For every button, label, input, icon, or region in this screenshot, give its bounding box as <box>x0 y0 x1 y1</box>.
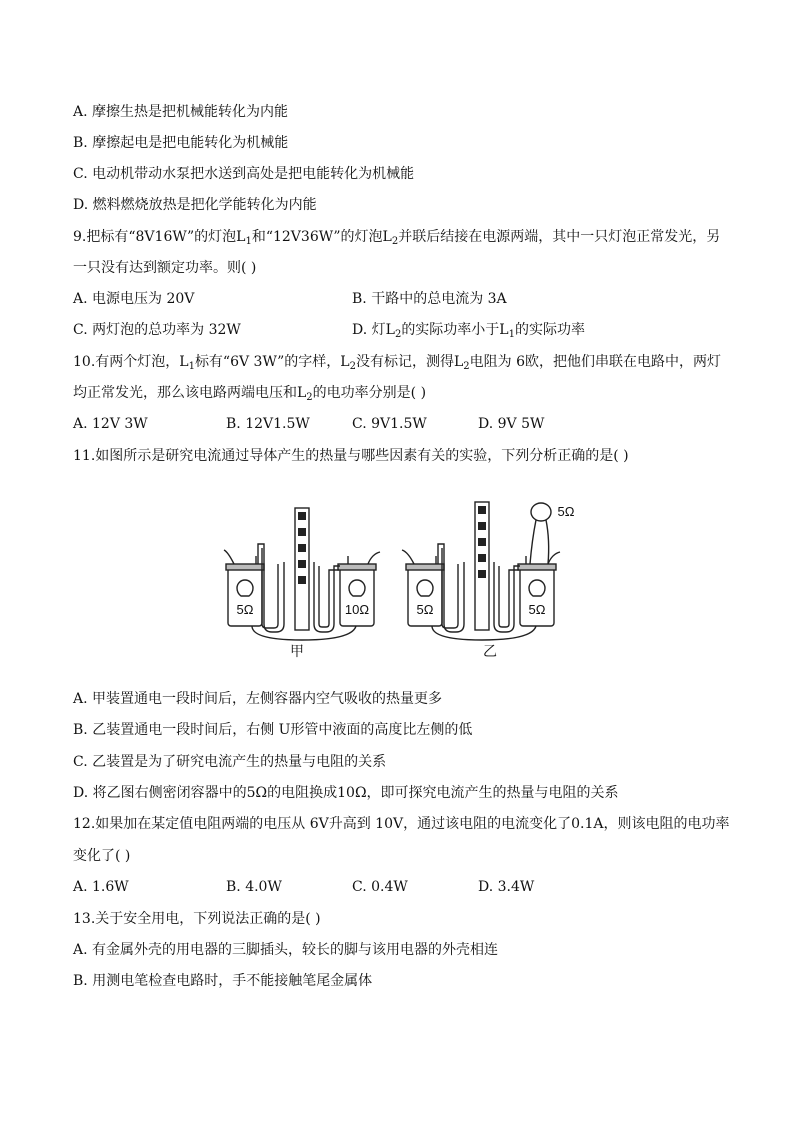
yi-left-container <box>408 568 442 626</box>
yi-outside-resistor-label: 5Ω <box>557 504 575 519</box>
yi-scale <box>475 502 489 630</box>
q12-option-c: C. 0.4W <box>352 879 408 895</box>
jia-label: 甲 <box>290 644 304 660</box>
q9-option-b: B. 干路中的总电流为 3A <box>352 291 507 307</box>
q9-option-d: D. 灯$L_2$的实际功率小于$L_1$的实际功率 <box>352 322 585 340</box>
yi-label: 乙 <box>483 644 497 660</box>
q11-option-a: A. 甲装置通电一段时间后，左侧容器内空气吸收的热量更多 <box>73 691 443 707</box>
q8-option-a: A. 摩擦生热是把机械能转化为内能 <box>73 104 289 120</box>
q9-stem-line2: 一只没有达到额定功率。则( ) <box>73 260 257 276</box>
q11-stem: 11.如图所示是研究电流通过导体产生的热量与哪些因素有关的实验，下列分析正确的是( ) <box>73 448 629 464</box>
jia-left-container <box>228 568 262 626</box>
q10-option-b: B. 12V1.5W <box>226 416 310 432</box>
q11-option-d: D. 将乙图右侧密闭容器中的5Ω的电阻换成10Ω，即可探究电流产生的热量与电阻的关系 <box>73 785 619 801</box>
yi-right-lid <box>518 564 556 570</box>
jia-scale <box>295 508 309 630</box>
q10-option-a: A. 12V 3W <box>73 416 148 432</box>
q12-option-a: A. 1.6W <box>73 879 129 895</box>
q10-option-c: C. 9V1.5W <box>352 416 427 432</box>
q11-option-c: C. 乙装置是为了研究电流产生的热量与电阻的关系 <box>73 754 387 770</box>
jia-left-lid <box>226 564 264 570</box>
yi-left-resistor-label: 5Ω <box>416 602 434 617</box>
q12-option-b: B. 4.0W <box>226 879 282 895</box>
q12-option-d: D. 3.4W <box>478 879 535 895</box>
jia-right-resistor-label: 10Ω <box>344 602 370 617</box>
q9-stem-line1: 9.把标有“8V16W”的灯泡$L_1$和“12V36W”的灯泡$L_2$并联后结接在电源两端，其中一只灯泡正常发光，另 <box>73 229 721 247</box>
jia-u-tube-right <box>314 562 340 632</box>
jia-right-container <box>340 568 374 626</box>
q10-option-d: D. 9V 5W <box>478 416 545 432</box>
q10-stem-line1: 10.有两个灯泡，$L_1$标有“6V 3W”的字样，$L_2$没有标记，测得$L_2$电阻为 6欧，把他们串联在电路中，两灯 <box>73 354 721 372</box>
jia-left-bulb <box>237 580 253 596</box>
q12-stem-line1: 12.如果加在某定值电阻两端的电压从 6V升高到 10V，通过该电阻的电流变化了0.1A，则该电阻的电功率 <box>73 816 730 832</box>
q10-stem-line2: 均正常发光，那么该电路两端电压和$L_2$的电功率分别是( ) <box>73 385 427 403</box>
yi-right-resistor-label: 5Ω <box>528 602 546 617</box>
q8-option-d: D. 燃料燃烧放热是把化学能转化为内能 <box>73 197 317 213</box>
q11-option-b: B. 乙装置通电一段时间后，右侧 U形管中液面的高度比左侧的低 <box>73 722 473 738</box>
q9-option-c: C. 两灯泡的总功率为 32W <box>73 322 241 338</box>
q8-option-c: C. 电动机带动水泵把水送到高处是把电能转化为机械能 <box>73 166 415 182</box>
yi-u-tube-right <box>494 562 520 632</box>
yi-right-bulb <box>529 580 545 596</box>
jia-right-lid <box>338 564 376 570</box>
yi-left-lid <box>406 564 444 570</box>
q12-stem-line2: 变化了( ) <box>73 848 131 864</box>
jia-right-bulb <box>349 580 365 596</box>
q13-stem: 13.关于安全用电，下列说法正确的是( ) <box>73 911 321 927</box>
yi-outside-resistor <box>531 503 551 521</box>
q11-figure <box>222 490 582 665</box>
yi-left-bulb <box>417 580 433 596</box>
q13-option-b: B. 用测电笔检查电路时，手不能接触笔尾金属体 <box>73 973 373 989</box>
jia-left-wire <box>224 550 234 564</box>
jia-left-resistor-label: 5Ω <box>236 602 254 617</box>
q9-option-a: A. 电源电压为 20V <box>73 291 195 307</box>
yi-right-container <box>520 568 554 626</box>
q8-option-b: B. 摩擦起电是把电能转化为机械能 <box>73 135 289 151</box>
q13-option-a: A. 有金属外壳的用电器的三脚插头，较长的脚与该用电器的外壳相连 <box>73 942 499 958</box>
